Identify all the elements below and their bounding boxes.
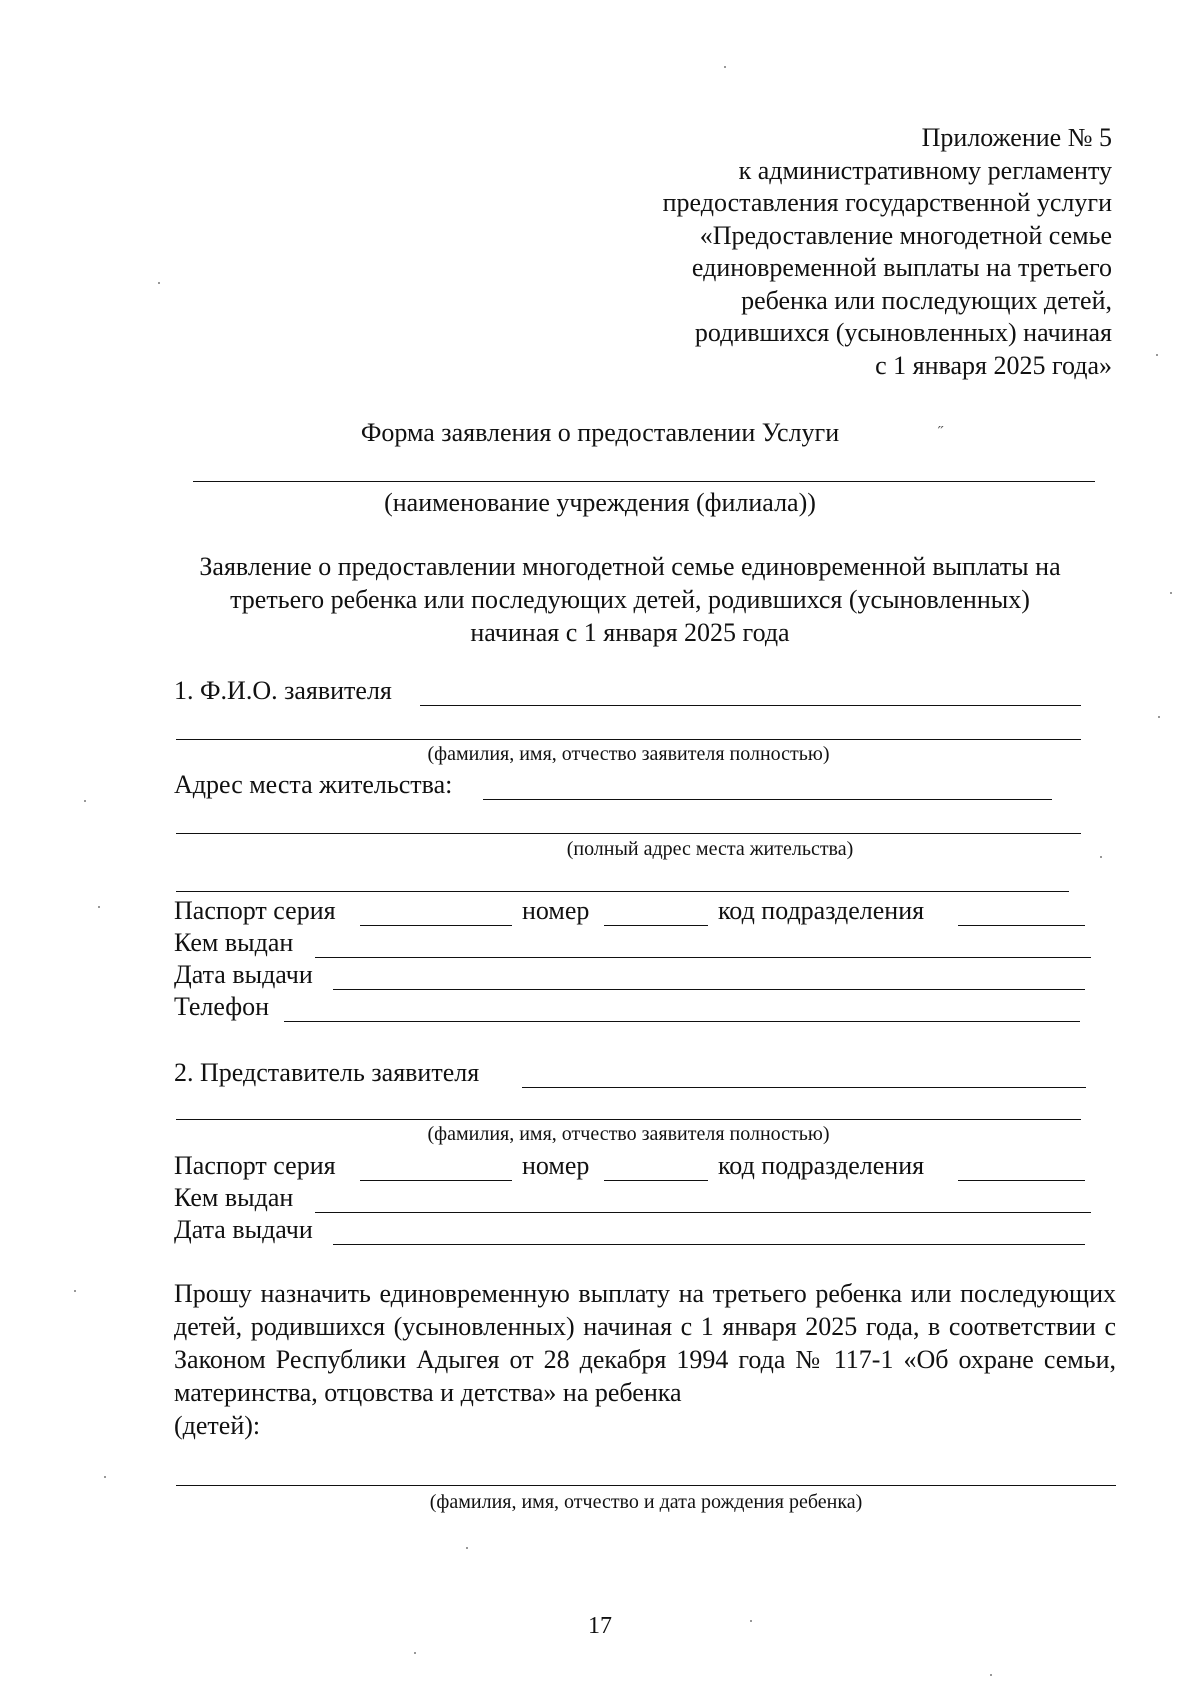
division-code-label: код подразделения [718,896,925,925]
statement-title-line: Заявление о предоставлении многодетной семье единовременной выплаты на [199,552,1061,581]
scan-speck [74,1290,76,1292]
issued-by-field[interactable] [315,957,1091,958]
statement-title-line: третьего ребенка или последующих детей, родившихся (усыновленных) [230,585,1030,614]
address-label: Адрес места жительства: [174,770,453,799]
representative-name-field-line2[interactable] [176,1119,1081,1120]
statement-title [150,550,1110,649]
applicant-name-field[interactable] [420,705,1081,706]
scan-speck [104,1476,106,1478]
rep-issue-date-label: Дата выдачи [174,1215,313,1244]
rep-issued-by-field[interactable] [315,1212,1091,1213]
representative-label: 2. Представитель заявителя [174,1058,480,1087]
rep-issued-by-label: Кем выдан [174,1183,294,1212]
appendix-line: с 1 января 2025 года» [875,350,1112,380]
child-info-field[interactable] [176,1485,1116,1486]
scan-speck [1100,856,1102,858]
scan-speck [1170,592,1172,594]
representative-name-caption: (фамилия, имя, отчество заявителя полностью) [427,1123,830,1145]
appendix-line: единовременной выплаты на третьего [691,253,1112,282]
address-field-line3[interactable] [176,891,1069,892]
issue-date-label: Дата выдачи [174,960,313,989]
scan-speck [414,1652,416,1654]
scan-speck [84,800,86,802]
scan-speck [990,1674,992,1676]
appendix-line: «Предоставление многодетной семье [699,220,1112,250]
scan-mark: ˝ [938,424,944,441]
appendix-line: Приложение № 5 [921,123,1112,152]
applicant-name-field-line2[interactable] [176,739,1081,740]
institution-name-line[interactable] [193,481,1095,482]
address-field[interactable] [483,799,1052,800]
appendix-line: предоставления государственной услуги [662,188,1112,217]
form-title: Форма заявления о предоставлении Услуги [360,418,840,447]
scan-speck [750,1620,752,1622]
scan-speck [158,282,160,284]
division-code-field[interactable] [958,925,1085,926]
passport-number-field[interactable] [604,925,708,926]
request-paragraph [174,1277,1116,1442]
appendix-line: родившихся (усыновленных) начиная [694,318,1112,347]
scan-speck [1156,354,1158,356]
issued-by-label: Кем выдан [174,928,294,957]
scan-speck [724,66,726,68]
applicant-name-label: 1. Ф.И.О. заявителя [174,676,392,705]
request-text-end: (детей): [174,1411,261,1440]
phone-field[interactable] [284,1021,1080,1022]
passport-number-label: номер [522,896,590,925]
appendix-header [492,122,1112,382]
scan-speck [98,906,100,908]
representative-name-field[interactable] [522,1087,1086,1088]
address-caption: (полный адрес места жительства) [566,838,854,860]
phone-label: Телефон [174,992,270,1021]
request-text: Прошу назначить единовременную выплату на третьего ребенка или последующих детей, родившихся (усыновленных) начиная с 1 января 2025 года, в соответствии с Законом Республики Адыгея от 28 декабря 1994 года № 117-1 «Об охране семьи, материнства, отцовства и детства» на ребенка [174,1279,1116,1407]
institution-caption: (наименование учреждения (филиала)) [384,488,816,517]
issue-date-field[interactable] [333,989,1085,990]
rep-division-code-label: код подразделения [718,1151,925,1180]
passport-series-label: Паспорт серия [174,896,336,925]
appendix-line: к административному регламенту [738,155,1112,185]
rep-passport-number-field[interactable] [604,1180,708,1181]
scan-speck [1158,716,1160,718]
appendix-line: ребенка или последующих детей, [741,285,1112,315]
statement-title-line: начиная с 1 января 2025 года [470,618,790,647]
rep-passport-series-field[interactable] [360,1180,512,1181]
rep-passport-number-label: номер [522,1151,590,1180]
scan-speck [466,1547,468,1549]
rep-division-code-field[interactable] [958,1180,1085,1181]
passport-series-field[interactable] [360,925,512,926]
rep-issue-date-field[interactable] [333,1244,1085,1245]
page-number: 17 [588,1613,612,1639]
rep-passport-series-label: Паспорт серия [174,1151,336,1180]
child-info-caption: (фамилия, имя, отчество и дата рождения ребенка) [429,1491,863,1513]
applicant-name-caption: (фамилия, имя, отчество заявителя полностью) [427,743,830,765]
address-field-line2[interactable] [176,833,1081,834]
